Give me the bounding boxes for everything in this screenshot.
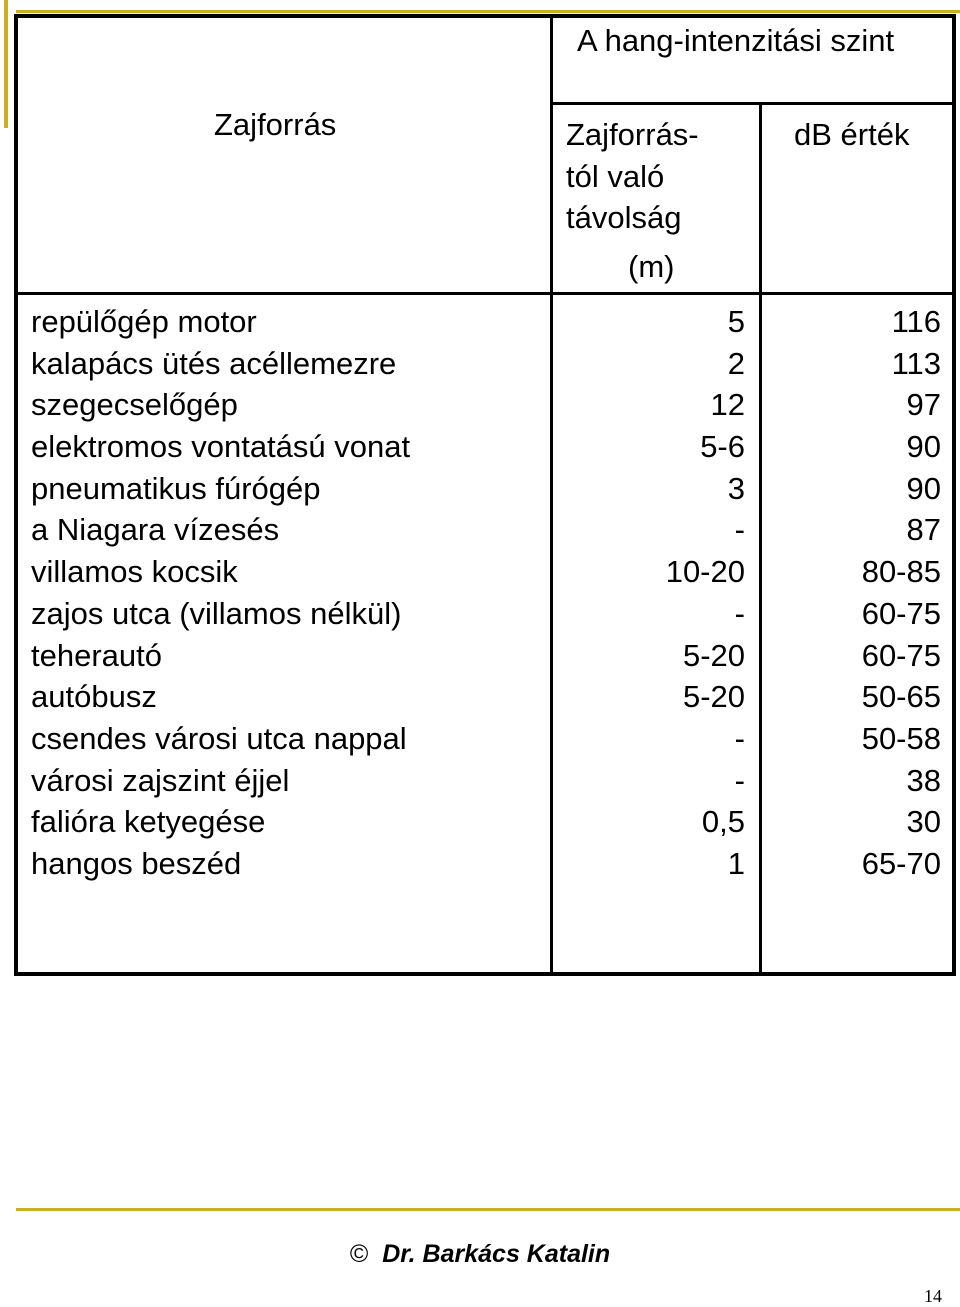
table-cell-db: 38: [906, 762, 941, 798]
table-cell-distance: 3: [727, 470, 745, 506]
page-number: 14: [924, 1286, 942, 1306]
table-cell-db: 116: [891, 304, 941, 339]
table-cell-db: 60-75: [861, 637, 941, 673]
table-cell-db: 50-65: [861, 679, 941, 715]
table-cell-db: 90: [906, 429, 941, 465]
column-source: [31, 301, 531, 885]
table-cell-distance: -: [734, 512, 745, 548]
accent-footer-line: [16, 1208, 960, 1211]
footer-credit: [0, 1240, 960, 1269]
table-cell-source: csendes városi utca nappal: [31, 720, 407, 756]
table-cell-source: pneumatikus fúrógép: [31, 470, 321, 506]
header-distance-unit: (m): [628, 249, 675, 284]
header-db: dB érték: [794, 117, 910, 152]
table-cell-distance: 1: [727, 845, 745, 881]
table-cell-source: elektromos vontatású vonat: [31, 429, 411, 465]
table-cell-source: hangos beszéd: [31, 845, 242, 881]
header-bottom-divider: [16, 292, 954, 295]
table-cell-db: 65-70: [861, 845, 941, 881]
header-distance-line: tól való: [566, 158, 665, 194]
table-cell-distance: 5: [727, 304, 745, 339]
column-divider-distance: [759, 102, 762, 974]
table-cell-distance: 12: [710, 387, 745, 423]
header-group-divider: [552, 102, 954, 105]
table-cell-distance: -: [734, 720, 745, 756]
header-source: Zajforrás: [214, 107, 337, 142]
table-cell-distance: 5-6: [700, 429, 745, 465]
table-cell-source: városi zajszint éjjel: [31, 762, 290, 798]
table-cell-source: repülőgép motor: [31, 304, 257, 339]
footer-author: Dr. Barkács Katalin: [382, 1240, 611, 1268]
table-cell-db: 90: [906, 470, 941, 506]
table-cell-distance: -: [734, 762, 745, 798]
table-cell-source: autóbusz: [31, 679, 157, 715]
table-cell-db: 87: [906, 512, 941, 548]
table-cell-distance: 0,5: [701, 804, 745, 840]
header-distance: [566, 114, 699, 239]
accent-top-line: [16, 10, 960, 13]
table-cell-source: a Niagara vízesés: [31, 512, 280, 548]
table-cell-distance: 5-20: [682, 679, 745, 715]
table-cell-distance: 5-20: [682, 637, 745, 673]
table-cell-source: kalapács ütés acéllemezre: [31, 345, 397, 381]
column-divider-source: [550, 16, 553, 974]
accent-vertical-line: [4, 0, 8, 128]
table-cell-db: 113: [891, 345, 941, 381]
table-cell-db: 50-58: [861, 720, 941, 756]
table-cell-db: 30: [906, 804, 941, 840]
table-cell-source: szegecselőgép: [31, 387, 238, 423]
header-group-title: A hang-intenzitási szint: [577, 23, 895, 58]
table-cell-source: falióra ketyegése: [31, 804, 266, 840]
header-distance-line: távolság: [566, 200, 682, 236]
table-cell-distance: 2: [727, 345, 745, 381]
table-cell-db: 97: [906, 387, 941, 423]
table-cell-db: 60-75: [861, 595, 941, 631]
header-distance-line: Zajforrás-: [566, 117, 699, 152]
table-cell-distance: 10-20: [665, 554, 745, 590]
column-db: [765, 301, 941, 885]
table-cell-distance: -: [734, 595, 745, 631]
table-cell-source: teherautó: [31, 637, 162, 673]
copyright-icon: ©: [349, 1240, 369, 1268]
table-cell-source: zajos utca (villamos nélkül): [31, 595, 402, 631]
table-cell-source: villamos kocsik: [31, 554, 238, 590]
column-distance: [560, 301, 745, 885]
table-cell-db: 80-85: [861, 554, 941, 590]
